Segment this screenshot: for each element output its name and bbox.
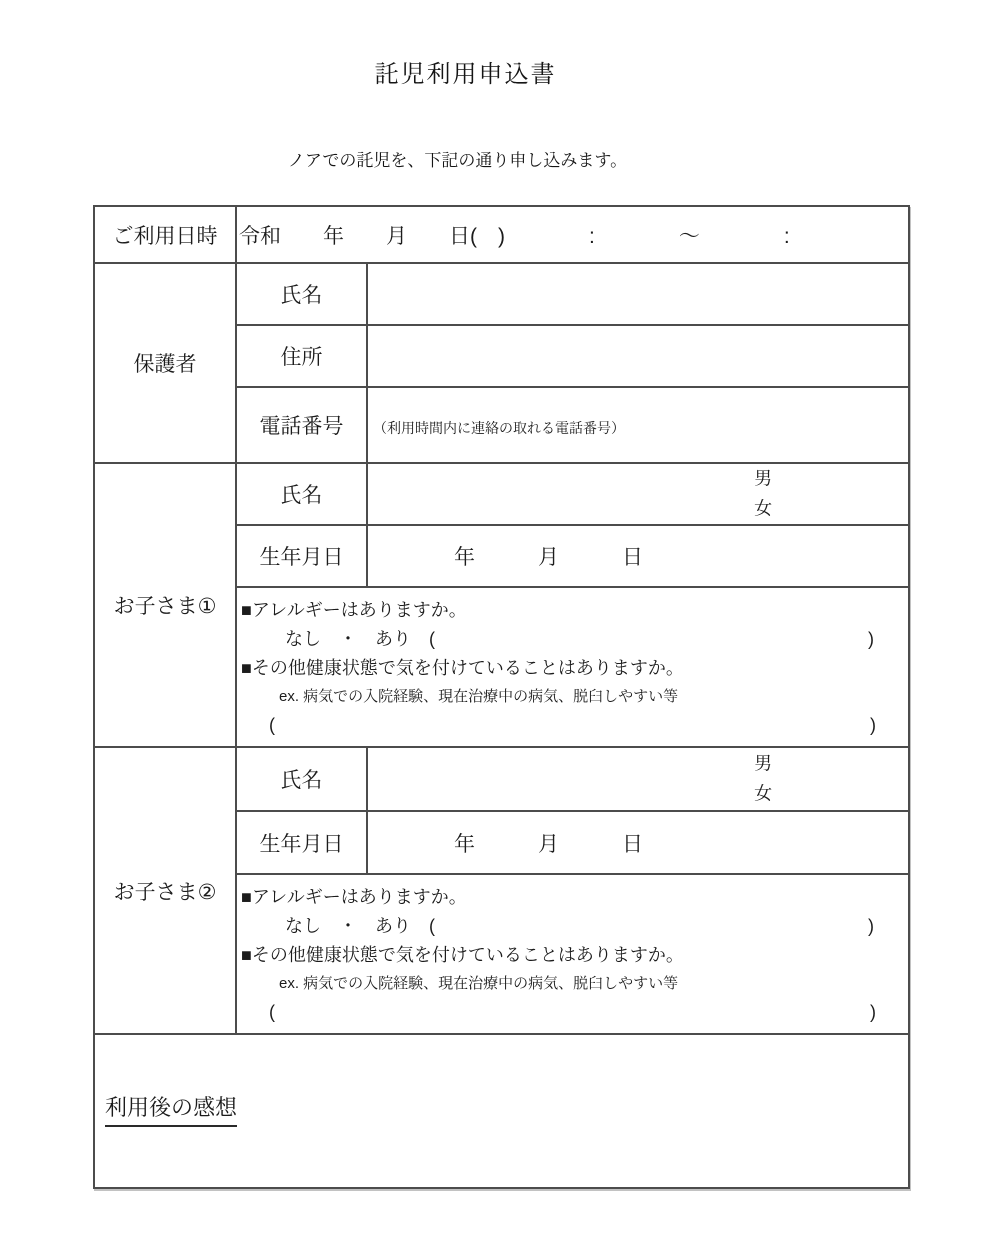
guardian-name-row [94, 263, 909, 325]
child2-gender-male: 男 [754, 753, 773, 774]
child2-health-question: ■その他健康状態で気を付けていることはありますか。 [241, 945, 684, 965]
datetime-value-cell [236, 206, 909, 263]
child2-birth-value: 年 月 日 [370, 832, 643, 856]
child2-health-example: ex. 病気での入院経験、現在治療中の病気、脱臼しやすい等 [279, 975, 679, 992]
guardian-phone-note: （利用時間内に連絡の取れる電話番号） [373, 420, 625, 436]
guardian-address-input-area [367, 325, 909, 387]
child1-gender-female: 女 [754, 498, 773, 518]
child1-health-open-paren: ( [269, 715, 275, 735]
child1-section-label: お子さま① [94, 463, 236, 747]
application-form-table [93, 205, 910, 1189]
child2-gender-female: 女 [754, 783, 773, 803]
child1-allergy-question: ■アレルギーはありますか。 [241, 600, 467, 620]
child2-health-close-paren: ) [870, 1002, 876, 1022]
page-title: 託児利用申込書 [374, 61, 557, 88]
page-subtitle: ノアでの託児を、下記の通り申し込みます。 [287, 151, 628, 170]
child2-section-label: お子さま② [94, 747, 236, 1034]
guardian-phone-label: 電話番号 [236, 387, 367, 463]
child2-name-label: 氏名 [236, 747, 367, 811]
child2-allergy-answer-line [241, 912, 904, 941]
child2-health-open-paren: ( [269, 1002, 275, 1022]
child2-birth-input-area [367, 811, 909, 874]
child1-health-close-paren: ) [870, 715, 876, 735]
child1-health-cell [236, 587, 909, 747]
datetime-value: 令和 年 月 日( ) : ～ : [239, 224, 790, 248]
child2-name-input-area [367, 747, 909, 811]
child2-health-cell [236, 874, 909, 1034]
child1-gender-options [754, 464, 772, 523]
child1-health-answer-line [241, 711, 904, 740]
feedback-row [94, 1034, 909, 1188]
child2-name-row [94, 747, 909, 811]
child1-health-question: ■その他健康状態で気を付けていることはありますか。 [241, 658, 684, 678]
child1-allergy-answer: なし ・ あり ( [285, 629, 435, 649]
child2-allergy-answer: なし ・ あり ( [285, 916, 435, 936]
child1-name-row [94, 463, 909, 525]
child1-name-input-area [367, 463, 909, 525]
child1-birth-value: 年 月 日 [370, 546, 643, 569]
feedback-label: 利用後の感想 [105, 1095, 237, 1126]
guardian-section-label: 保護者 [94, 263, 236, 463]
child1-allergy-close-paren: ) [868, 629, 874, 649]
child2-gender-options [754, 749, 772, 808]
child1-health-example: ex. 病気での入院経験、現在治療中の病気、脱臼しやすい等 [279, 688, 679, 705]
guardian-name-label: 氏名 [236, 263, 367, 325]
child1-allergy-answer-line [241, 625, 904, 654]
guardian-name-input-area [367, 263, 909, 325]
datetime-label: ご利用日時 [94, 206, 236, 263]
child2-allergy-close-paren: ) [868, 916, 874, 936]
guardian-address-label: 住所 [236, 325, 367, 387]
child1-gender-male: 男 [754, 468, 773, 489]
child1-birth-label: 生年月日 [236, 525, 367, 587]
datetime-row [94, 206, 909, 263]
feedback-cell [94, 1034, 909, 1188]
child2-allergy-question: ■アレルギーはありますか。 [241, 887, 467, 907]
child1-birth-input-area [367, 525, 909, 587]
child1-name-label: 氏名 [236, 463, 367, 525]
child2-birth-label: 生年月日 [236, 811, 367, 874]
guardian-phone-input-area [367, 387, 909, 463]
child2-health-answer-line [241, 998, 904, 1027]
